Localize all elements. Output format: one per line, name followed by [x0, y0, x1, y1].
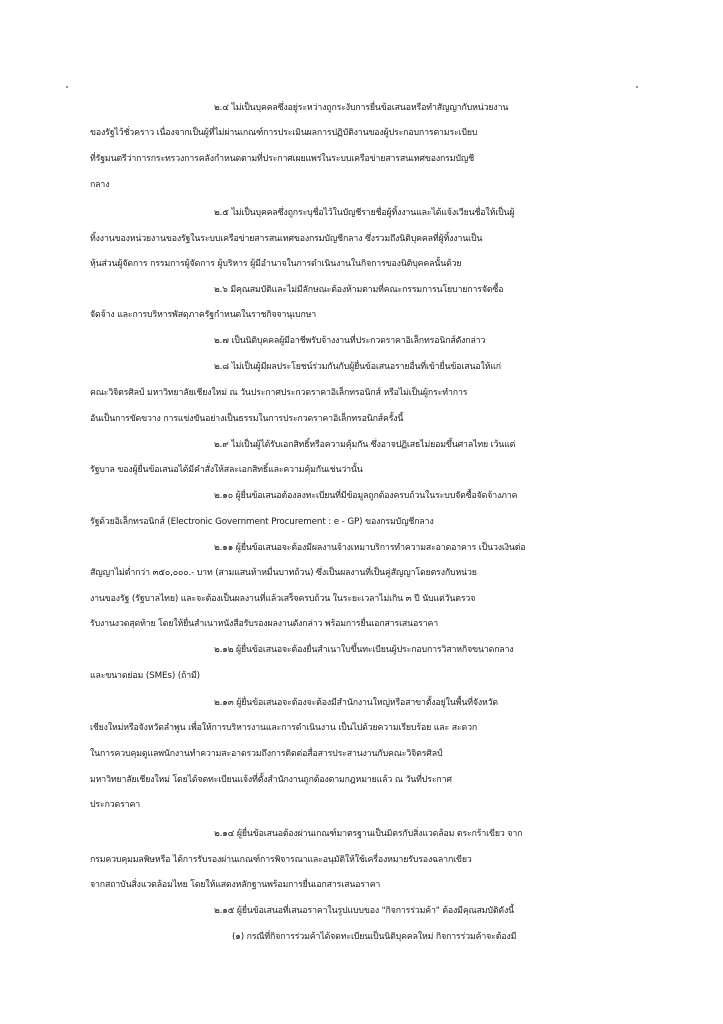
text-line: ๒.๗ เป็นนิติบุคคลผู้มีอาชีพรับจ้างงานที่ประกวดราคาอิเล็กทรอนิกส์ดังกล่าว [214, 336, 486, 346]
scan-speck [636, 86, 638, 88]
text-line: และขนาดย่อม (SMEs) (ถ้ามี) [90, 671, 200, 681]
scan-speck [66, 86, 68, 88]
text-line: ๒.๖ มีคุณสมบัติและไม่มีลักษณะต้องห้ามตามที่คณะกรรมการนโยบายการจัดซื้อ [214, 285, 504, 295]
text-line: ทิ้งงานของหน่วยงานของรัฐในระบบเครือข่ายสารสนเทศของกรมบัญชีกลาง ซึ่งรวมถึงนิติบุคคลที่ผู้ทิ้งงานเป็น [90, 234, 483, 244]
text-line: ๒.๘ ไม่เป็นผู้มีผลประโยชน์ร่วมกันกับผู้ยื่นข้อเสนอรายอื่นที่เข้ายื่นข้อเสนอให้แก่ [214, 362, 501, 372]
text-line: ๒.๑๔ ผู้ยื่นข้อเสนอต้องผ่านเกณฑ์มาตรฐานเป็นมิตรกับสิ่งแวดล้อม ตระกร้าเขียว จาก [214, 829, 523, 839]
text-line: กรมควบคุมมลพิษหรือ ได้การรับรองผ่านเกณฑ์การพิจารณาและอนุมัติให้ใช้เครื่องหมายรับรองฉลากเขียว [90, 855, 472, 865]
text-line: ๒.๕ ไม่เป็นบุคคลซึ่งถูกระบุชื่อไว้ในบัญชีรายชื่อผู้ทิ้งงานและได้แจ้งเวียนชื่อให้เป็นผู้ [214, 208, 515, 218]
text-line: ๒.๑๕ ผู้ยื่นข้อเสนอที่เสนอราคาในรูปแบบของ "กิจการร่วมค้า" ต้องมีคุณสมบัติดังนี้ [214, 906, 514, 916]
text-line: กลาง [90, 180, 110, 190]
text-line: (๑) กรณีที่กิจการร่วมค้าได้จดทะเบียนเป็นนิติบุคคลใหม่ กิจการร่วมค้าจะต้องมี [232, 932, 517, 942]
text-line: คณะวิจิตรศิลป์ มหาวิทยาลัยเชียงใหม่ ณ วันประกาศประกวดราคาอิเล็กทรอนิกส์ หรือไม่เป็นผู้กระทำการ [90, 388, 468, 398]
text-line: สัญญาไม่ต่ำกว่า ๓๕๐,๐๐๐.- บาท (สามแสนห้าหมื่นบาทถ้วน) ซึ่งเป็นผลงานที่เป็นคู่สัญญาโดยตรงกับหน่วย [90, 568, 477, 578]
text-line: มหาวิทยาลัยเชียงใหม่ โดยได้จดทะเบียนแจ้งที่ตั้งสำนักงานถูกต้องตามกฎหมายแล้ว ณ วันที่ประกาศ [90, 775, 452, 785]
text-line: งานของรัฐ (รัฐบาลไทย) และจะต้องเป็นผลงานที่แล้วเสร็จครบถ้วน ในระยะเวลาไม่เกิน ๓ ปี นับแต่วันตรวจ [90, 594, 476, 604]
text-line: จากสถาบันสิ่งแวดล้อมไทย โดยให้แสดงหลักฐานพร้อมการยื่นเอกสารเสนอราคา [90, 880, 381, 890]
text-line: หุ้นส่วนผู้จัดการ กรรมการผู้จัดการ ผู้บริหาร ผู้มีอำนาจในการดำเนินงานในกิจการของนิติบุคคลนั้นด้วย [90, 259, 462, 269]
text-line: ๒.๙ ไม่เป็นผู้ได้รับเอกสิทธิ์หรือความคุ้มกัน ซึ่งอาจปฏิเสธไม่ยอมขึ้นศาลไทย เว้นแต่ [214, 440, 516, 450]
text-line: ๒.๑๒ ผู้ยื่นข้อเสนอจะต้องยื่นสำเนาใบขึ้นทะเบียนผู้ประกอบการวิสาหกิจขนาดกลาง [214, 645, 514, 655]
text-line: ๒.๑๓ ผู้ยื่นข้อเสนอจะต้องจะต้องมีสำนักงานใหญ่หรือสาขาตั้งอยู่ในพื้นที่จังหวัด [214, 698, 498, 708]
text-line: ที่รัฐมนตรีว่าการกระทรวงการคลังกำหนดตามที่ประกาศเผยแพร่ในระบบเครือข่ายสารสนเทศของกรมบัญชี [90, 154, 475, 164]
text-line: อันเป็นการขัดขวาง การแข่งขันอย่างเป็นธรรมในการประกวดราคาอิเล็กทรอนิกส์ครั้งนี้ [90, 414, 404, 424]
text-line: รัฐบาล ของผู้ยื่นข้อเสนอได้มีคำสั่งให้สละเอกสิทธิ์และความคุ้มกันเช่นว่านั้น [90, 465, 363, 475]
text-line: รับงานงวดสุดท้าย โดยให้ยื่นสำเนาหนังสือรับรองผลงานดังกล่าว พร้อมการยื่นเอกสารเสนอราคา [90, 619, 439, 629]
text-line: เชียงใหม่หรือจังหวัดลำพูน เพื่อให้การบริหารงานและการดำเนินงาน เป็นไปด้วยความเรียบร้อย และ สะดวก [90, 723, 478, 733]
text-line: ๒.๔ ไม่เป็นบุคคลซึ่งอยู่ระหว่างถูกระงับการยื่นข้อเสนอหรือทำสัญญากับหน่วยงาน [214, 103, 509, 113]
text-line: ของรัฐไว้ชั่วคราว เนื่องจากเป็นผู้ที่ไม่ผ่านเกณฑ์การประเมินผลการปฏิบัติงานของผู้ประกอบการตามระเบียบ [90, 128, 478, 138]
text-line: ในการควบคุมดูแลพนักงานทำความสะอาดรวมถึงการติดต่อสื่อสารประสานงานกับคณะวิจิตรศิลป์ [90, 749, 443, 759]
text-line: ๒.๑๑ ผู้ยื่นข้อเสนอจะต้องมีผลงานจ้างเหมาบริการทำความสะอาดอาคาร เป็นวงเงินต่อ [214, 543, 526, 553]
text-line: ประกวดราคา [90, 800, 141, 810]
text-line: รัฐด้วยอิเล็กทรอนิกส์ (Electronic Government Procurement : e - GP) ของกรมบัญชีกลาง [90, 517, 434, 527]
text-line: จัดจ้าง และการบริหารพัสดุภาครัฐกำหนดในราชกิจจานุเบกษา [90, 310, 317, 320]
text-line: ๒.๑๐ ผู้ยื่นข้อเสนอต้องลงทะเบียนที่มีข้อมูลถูกต้องครบถ้วนในระบบจัดซื้อจัดจ้างภาค [214, 491, 518, 501]
